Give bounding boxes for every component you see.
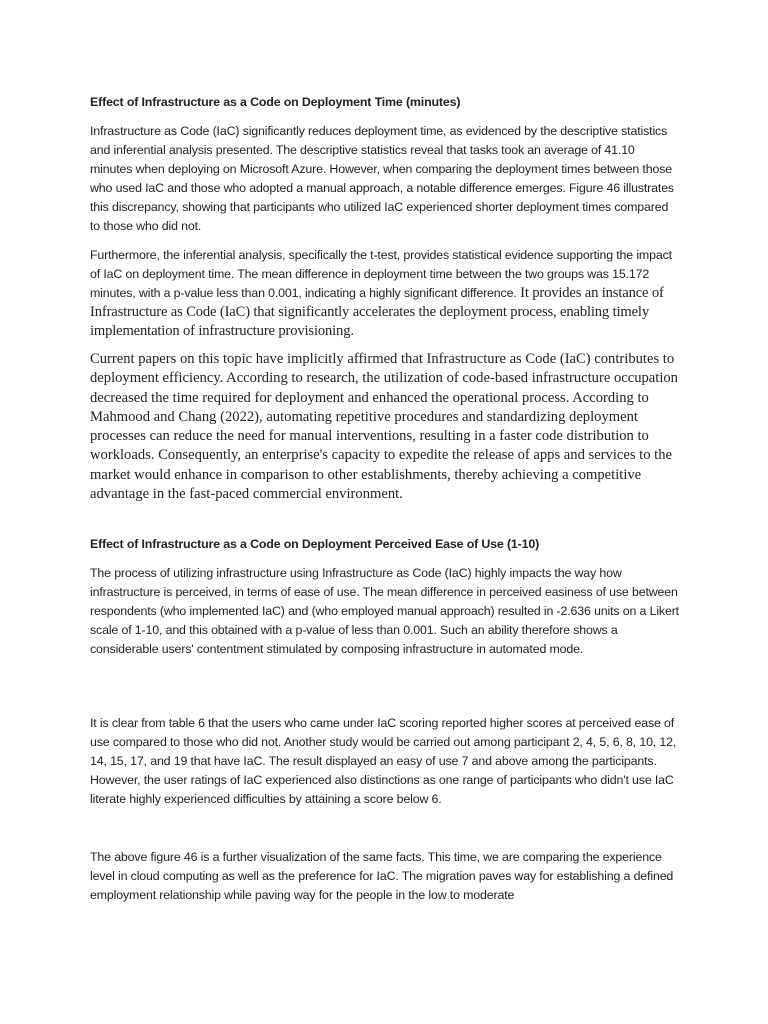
paragraph-figure-46: The above figure 46 is a further visualization of the same facts. This time, we are comparing the experience level in cloud computing as well as the preference for IaC. The migration paves way for establishing a defined employment relationship while paving way for the people in the low to moderate [90, 850, 674, 902]
paragraph-ease-of-use: The process of utilizing infrastructure using Infrastructure as Code (IaC) highly impacts the way how infrastructure is perceived, in terms of ease of use. The mean difference in perceived easiness of use between respondents (who implemented IaC) and (who employed manual approach) resulted in -2.636 units on a Likert scale of 1-10, and this obtained with a p-value of less than 0.001. Such an ability therefore shows a considerable users' contentment stimulated by composing infrastructure in automated mode. [90, 566, 679, 656]
paragraph-inferential-analysis-serif: It provides an instance of Infrastructure as Code (IaC) that significantly accelerates the deployment process, enabling timely implementation of infrastructure provisioning. [90, 285, 664, 339]
section-heading-ease-of-use: Effect of Infrastructure as a Code on Deployment Perceived Ease of Use (1-10) [90, 537, 540, 551]
paragraph-iac-deployment-time: Infrastructure as Code (IaC) significantly reduces deployment time, as evidenced by the descriptive statistics and inferential analysis presented. The descriptive statistics reveal that tasks took an average of 41.10 minutes when deploying on Microsoft Azure. However, when comparing the deployment times between those who used IaC and those who adopted a manual approach, a notable difference emerges. Figure 46 illustrates this discrepancy, showing that participants who utilized IaC experienced shorter deployment times compared to those who did not. [90, 124, 674, 233]
paragraph-inferential-analysis [90, 246, 680, 341]
paragraph-table-6: It is clear from table 6 that the users who came under IaC scoring reported higher scores at perceived ease of use compared to those who did not. Another study would be carried out among participant 2, 4, 5, 6, 8, 10, 12, 14, 15, 17, and 19 that have IaC. The result displayed an easy of use 7 and above among the participants. However, the user ratings of IaC experienced also distinctions as one range of participants who didn't use IaC literate highly experienced difficulties by attaining a score below 6. [90, 716, 677, 806]
section-heading-deployment-time: Effect of Infrastructure as a Code on Deployment Time (minutes) [90, 95, 461, 109]
paragraph-inferential-analysis-sans: Furthermore, the inferential analysis, specifically the t-test, provides statistical evidence supporting the impact of IaC on deployment time. The mean difference in deployment time between the two groups was 15.172 minutes, with a p-value less than 0.001, indicating a highly significant difference. [90, 248, 672, 300]
paragraph-current-papers: Current papers on this topic have implicitly affirmed that Infrastructure as Code (IaC) contributes to deployment efficiency. According to research, the utilization of code-based infrastructure occupation decreased the time required for deployment and enhanced the operational process. According to Mahmood and Chang (2022), automating repetitive procedures and standardizing deployment processes can reduce the need for manual interventions, resulting in a faster code distribution to workloads. Consequently, an enterprise's capacity to expedite the release of apps and services to the market would enhance in comparison to other establishments, thereby achieving a competitive advantage in the fast-paced commercial environment. [90, 351, 678, 503]
